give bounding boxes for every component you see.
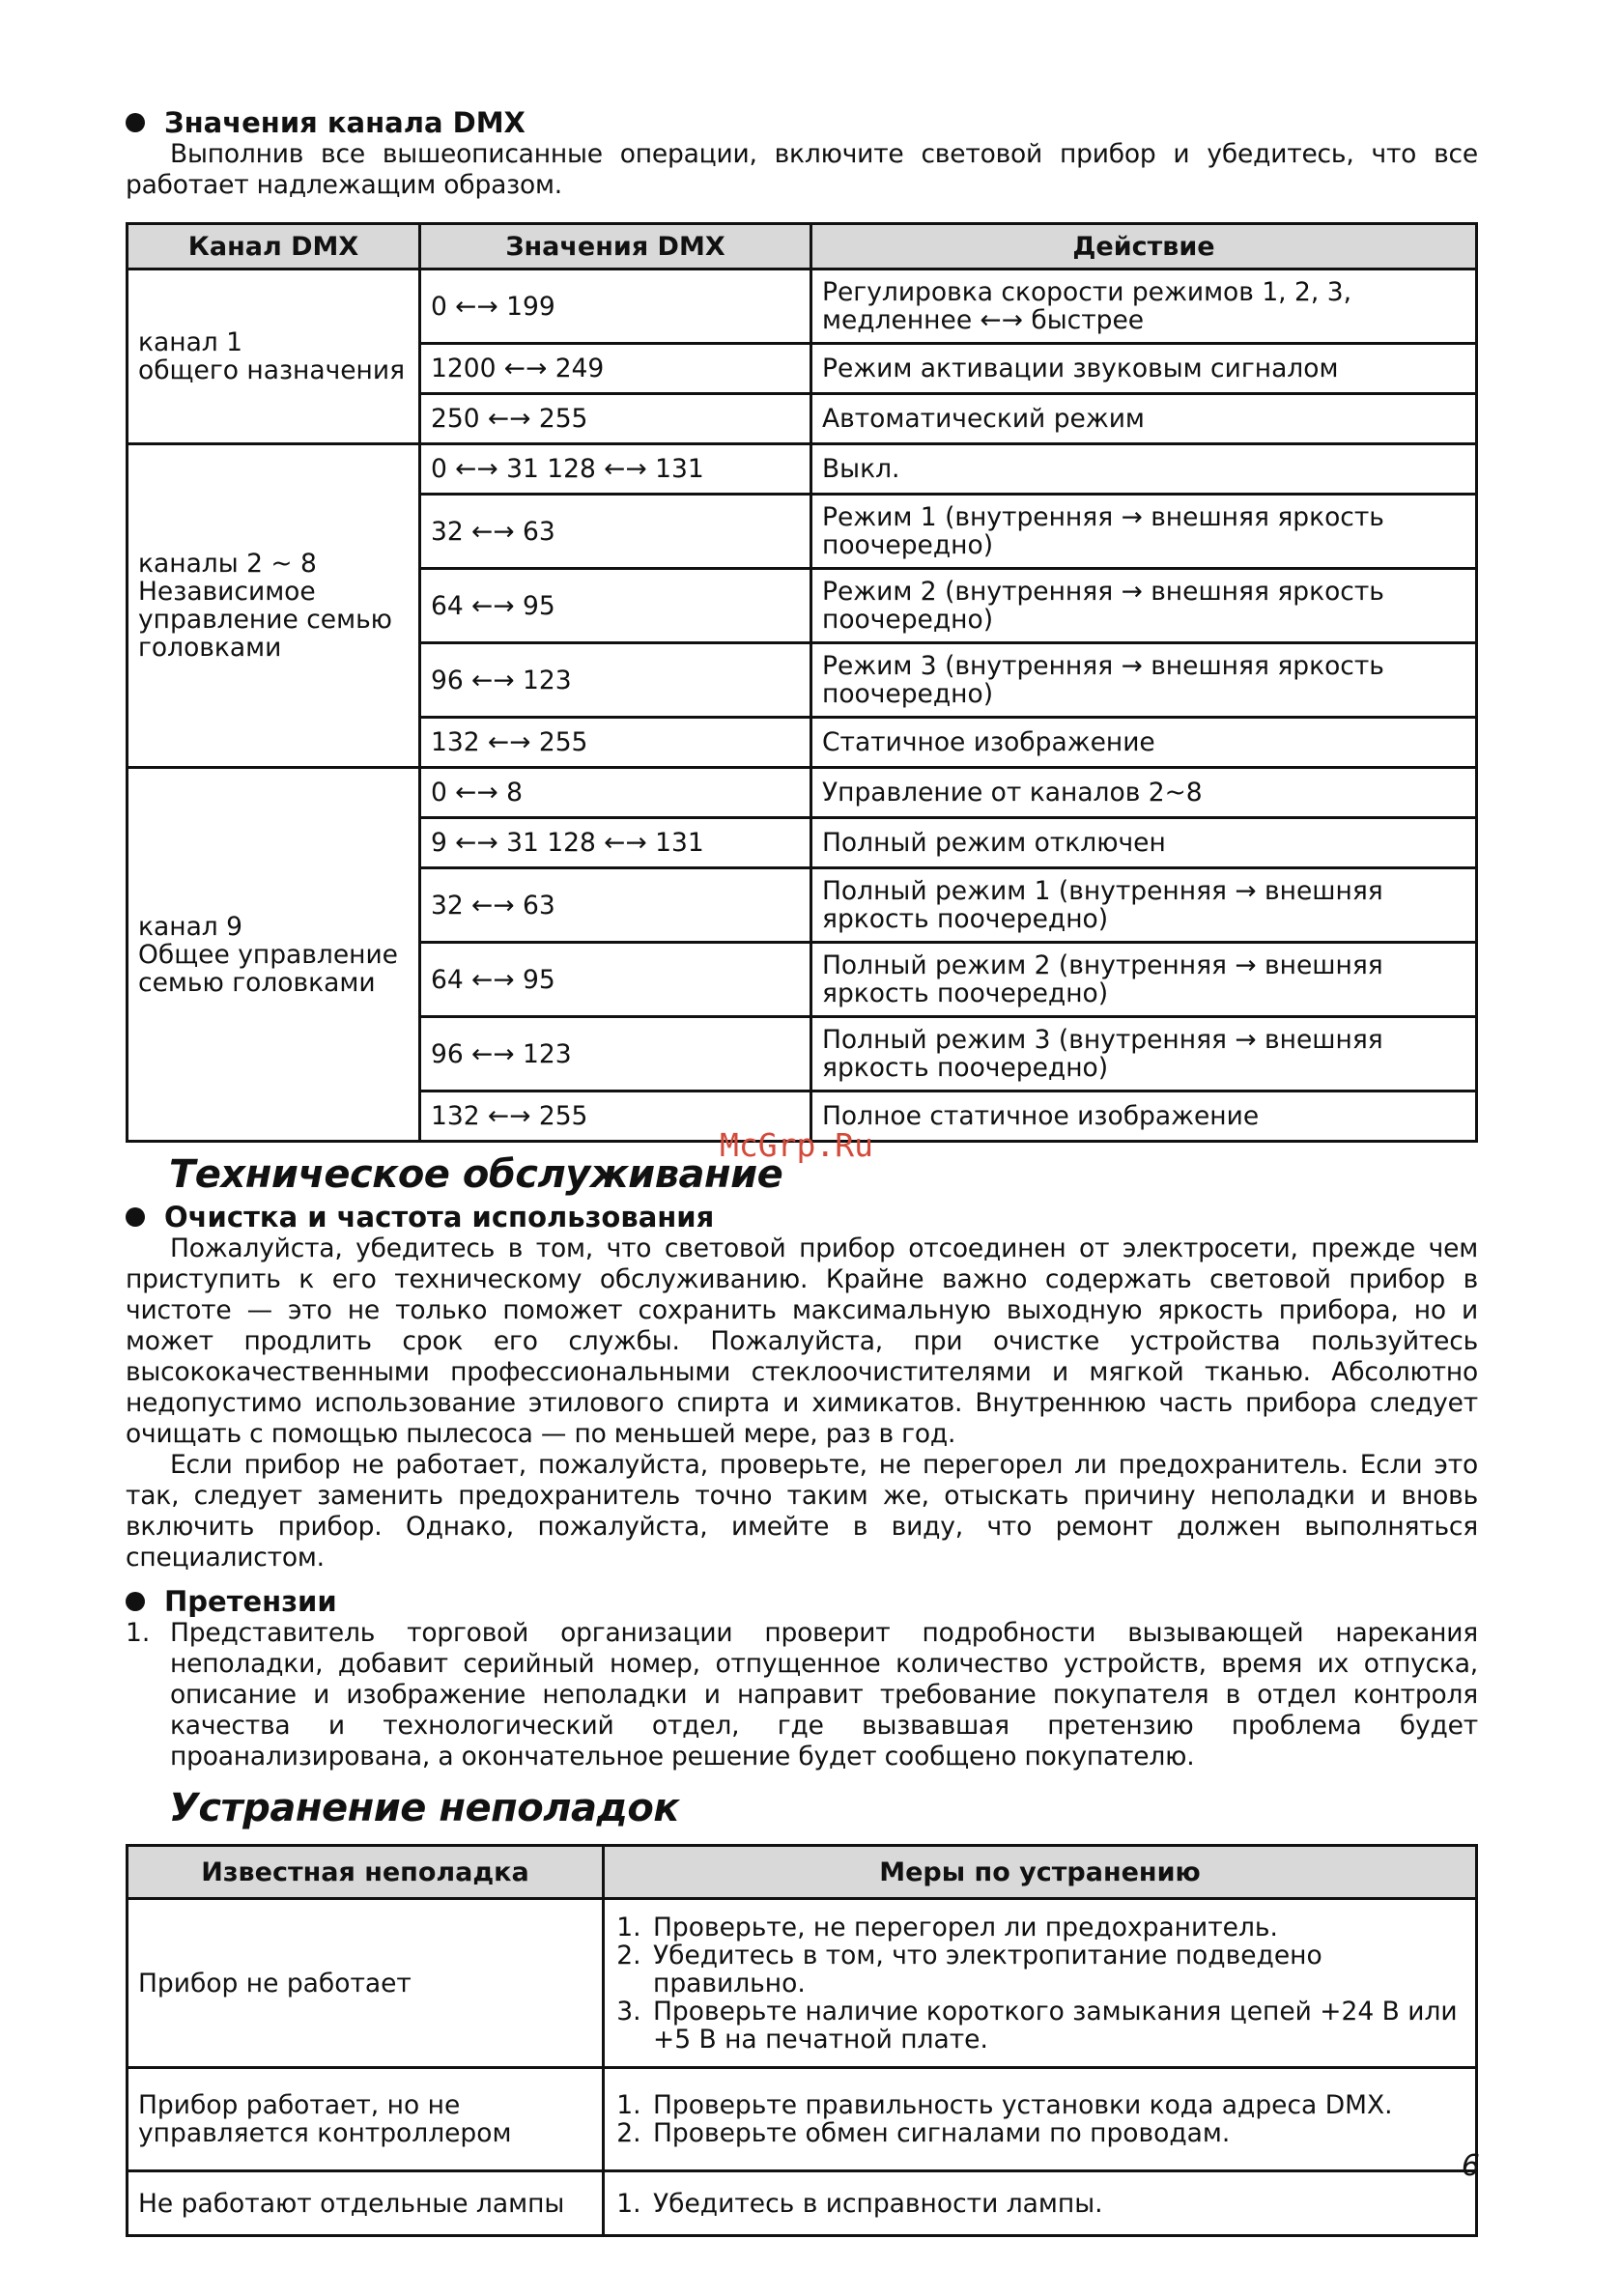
dmx-action-cell: Полный режим 1 (внутренняя → внешняя яркость поочередно) — [811, 868, 1477, 943]
dmx-value-cell: 32 ←→ 63 — [420, 868, 811, 943]
maintenance-title: Техническое обслуживание — [169, 1152, 783, 1197]
dmx-action-cell: Выкл. — [811, 444, 1477, 495]
dmx-channel-cell: каналы 2 ~ 8 Независимое управление семью головками — [128, 444, 420, 768]
dmx-value-cell: 132 ←→ 255 — [420, 718, 811, 768]
dmx-table-body — [128, 269, 1477, 1142]
fix-list — [614, 2190, 1465, 2218]
dmx-action-cell: Полный режим отключен — [811, 818, 1477, 868]
claims-heading-text: Претензии — [164, 1585, 337, 1618]
dmx-value-cell: 0 ←→ 8 — [420, 768, 811, 818]
dmx-action-cell: Статичное изображение — [811, 718, 1477, 768]
fix-list — [614, 1913, 1465, 2054]
trouble-fix-cell — [604, 2068, 1477, 2171]
trouble-fix-cell — [604, 1899, 1477, 2068]
dmx-section-heading — [126, 106, 1478, 139]
cleaning-heading — [126, 1201, 1478, 1233]
table-row — [128, 2171, 1477, 2236]
claims-list-item — [126, 1618, 1478, 1772]
dmx-channel-cell: канал 1 общего назначения — [128, 269, 420, 444]
dmx-action-cell: Режим 3 (внутренняя → внешняя яркость поочередно) — [811, 643, 1477, 718]
dmx-action-cell: Регулировка скорости режимов 1, 2, 3, медленнее ←→ быстрее — [811, 269, 1477, 344]
page-number: 6 — [1461, 2149, 1480, 2183]
dmx-value-cell: 1200 ←→ 249 — [420, 344, 811, 394]
dmx-action-cell: Режим 1 (внутренняя → внешняя яркость поочередно) — [811, 495, 1477, 569]
dmx-value-cell: 96 ←→ 123 — [420, 643, 811, 718]
bullet-icon — [126, 1592, 145, 1611]
dmx-action-cell: Полный режим 3 (внутренняя → внешняя яркость поочередно) — [811, 1017, 1477, 1091]
dmx-header-values: Значения DMX — [420, 224, 811, 269]
dmx-values-table — [126, 222, 1478, 1143]
dmx-value-cell: 64 ←→ 95 — [420, 569, 811, 643]
troubleshooting-title: Устранение неполадок — [169, 1786, 679, 1830]
bullet-icon — [126, 113, 145, 132]
troubleshooting-table-body — [128, 1899, 1477, 2236]
watermark: McGrp.Ru — [720, 1126, 873, 1164]
dmx-header-channel: Канал DMX — [128, 224, 420, 269]
dmx-value-cell: 32 ←→ 63 — [420, 495, 811, 569]
dmx-value-cell: 132 ←→ 255 — [420, 1091, 811, 1142]
cleaning-paragraph-1: Пожалуйста, убедитесь в том, что световой прибор отсоединен от электросети, прежде чем приступить к его техническому обслуживанию. Крайне важно содержать световой прибор в чистоте — это не только поможет сохранить максимальную выходную яркость прибора, но и может продлить срок его службы. Пожалуйста, при очистке устройства пользуйтесь высококачественными профессиональными стеклоочистителями и мягкой тканью. Абсолютно недопустимо использование этилового спирта и химикатов. Внутреннюю часть прибора следует очищать с помощью пылесоса — по меньшей мере, раз в год. — [126, 1233, 1478, 1449]
dmx-intro-paragraph: Выполнив все вышеописанные операции, включите световой прибор и убедитесь, что все работает надлежащим образом. — [126, 139, 1478, 200]
trouble-problem-cell: Не работают отдельные лампы — [128, 2171, 604, 2236]
dmx-value-cell: 9 ←→ 31 128 ←→ 131 — [420, 818, 811, 868]
fix-list-item: 3. Проверьте наличие короткого замыкания цепей +24 В или +5 В на печатной плате. — [649, 1998, 1465, 2054]
claims-item-number: 1. — [126, 1618, 151, 1648]
dmx-channel-cell: канал 9 Общее управление семью головками — [128, 768, 420, 1142]
claims-heading — [126, 1585, 1478, 1618]
table-row — [128, 768, 1477, 818]
page — [126, 106, 1478, 2237]
claims-item-text: Представитель торговой организации проверит подробности вызывающей нарекания неполадки, добавит серийный номер, отпущенное количество устройств, время их отпуска, описание и изображение неполадки и направит требование покупателя в отдел контроля качества и технологический отдел, где вызвавшая претензию проблема будет проанализирована, а окончательное решение будет сообщено покупателю. — [170, 1618, 1478, 1772]
table-row — [128, 2068, 1477, 2171]
cleaning-paragraph-2: Если прибор не работает, пожалуйста, проверьте, не перегорел ли предохранитель. Если это так, следует заменить предохранитель точно таким же, отыскать причину неполадки и вновь включить прибор. Однако, пожалуйста, имейте в виду, что ремонт должен выполняться специалистом. — [126, 1450, 1478, 1573]
dmx-action-cell: Режим активации звуковым сигналом — [811, 344, 1477, 394]
dmx-action-cell: Управление от каналов 2~8 — [811, 768, 1477, 818]
dmx-value-cell: 0 ←→ 31 128 ←→ 131 — [420, 444, 811, 495]
trouble-problem-cell: Прибор не работает — [128, 1899, 604, 2068]
dmx-header-action: Действие — [811, 224, 1477, 269]
table-row — [128, 444, 1477, 495]
trouble-header-problem: Известная неполадка — [128, 1846, 604, 1899]
dmx-action-cell: Автоматический режим — [811, 394, 1477, 444]
fix-list-item: 2. Убедитесь в том, что электропитание подведено правильно. — [649, 1942, 1465, 1998]
fix-list-item: 1. Убедитесь в исправности лампы. — [649, 2190, 1465, 2218]
troubleshooting-table — [126, 1844, 1478, 2237]
dmx-action-cell: Полное статичное изображение — [811, 1091, 1477, 1142]
trouble-header-fix: Меры по устранению — [604, 1846, 1477, 1899]
table-row — [128, 1899, 1477, 2068]
trouble-problem-cell: Прибор работает, но не управляется контроллером — [128, 2068, 604, 2171]
trouble-fix-cell — [604, 2171, 1477, 2236]
dmx-value-cell: 250 ←→ 255 — [420, 394, 811, 444]
dmx-value-cell: 0 ←→ 199 — [420, 269, 811, 344]
fix-list-item: 1. Проверьте, не перегорел ли предохранитель. — [649, 1913, 1465, 1942]
fix-list — [614, 2091, 1465, 2147]
dmx-heading-text: Значения канала DMX — [164, 106, 526, 139]
bullet-icon — [126, 1207, 145, 1227]
table-row — [128, 269, 1477, 344]
cleaning-heading-text: Очистка и частота использования — [164, 1201, 715, 1233]
dmx-action-cell: Полный режим 2 (внутренняя → внешняя яркость поочередно) — [811, 943, 1477, 1017]
dmx-value-cell: 96 ←→ 123 — [420, 1017, 811, 1091]
fix-list-item: 1. Проверьте правильность установки кода адреса DMX. — [649, 2091, 1465, 2119]
dmx-value-cell: 64 ←→ 95 — [420, 943, 811, 1017]
dmx-action-cell: Режим 2 (внутренняя → внешняя яркость поочередно) — [811, 569, 1477, 643]
fix-list-item: 2. Проверьте обмен сигналами по проводам. — [649, 2119, 1465, 2147]
